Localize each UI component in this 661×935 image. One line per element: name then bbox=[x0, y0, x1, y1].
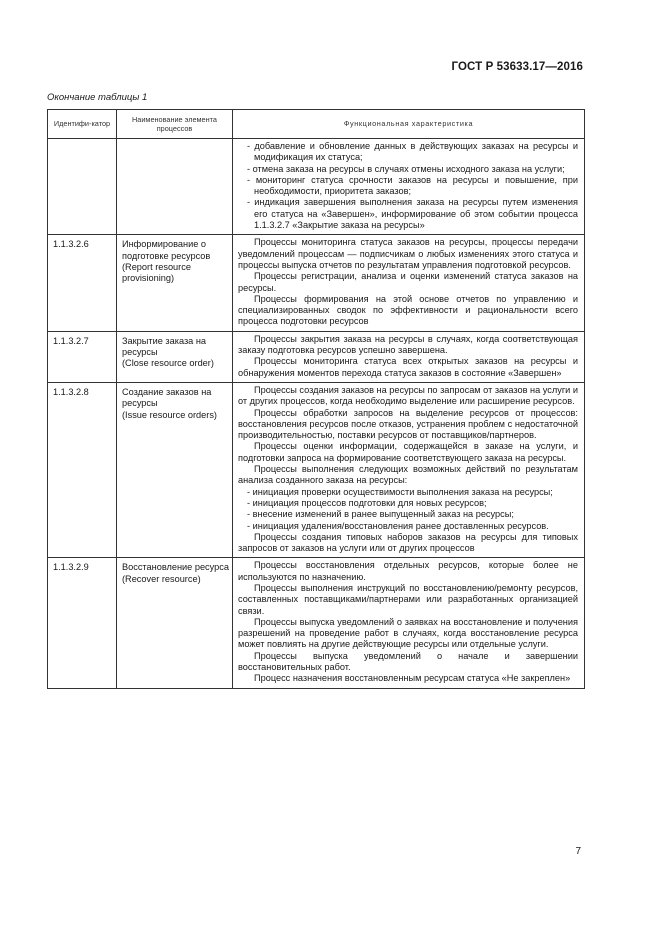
list-item: - внесение изменений в ранее выпущенный заказ на ресурсы; bbox=[238, 509, 578, 520]
row-functional-description bbox=[233, 139, 585, 235]
row-process-name bbox=[117, 331, 233, 382]
column-header-id: Идентифи-катор bbox=[48, 110, 117, 139]
row-identifier: 1.1.3.2.6 bbox=[48, 235, 117, 331]
row-identifier bbox=[48, 139, 117, 235]
row-process-name bbox=[117, 558, 233, 688]
paragraph: Процессы создания типовых наборов заказов на ресурсы для типовых запросов от заказов на услуги или от других процессов bbox=[238, 531, 578, 554]
process-name-line: (Issue resource orders) bbox=[122, 409, 217, 420]
list-item: - мониторинг статуса срочности заказов на ресурсы и повышение, при необходимости, приоритета заказов; bbox=[238, 175, 578, 198]
table-caption: Окончание таблицы 1 bbox=[47, 92, 148, 103]
paragraph: Процессы формирования на этой основе отчетов по управлению и специализированных сводок по эффективности и рациональности всего процесса подготовки ресурсов bbox=[238, 293, 578, 327]
table-row bbox=[48, 235, 585, 331]
paragraph: Процессы мониторинга статуса заказов на ресурсы, процессы передачи уведомлений процессам — подписчикам о любых изменениях этого статуса и процессы выпуска отчетов по результатам управления подготовкой ресурсов. bbox=[238, 237, 578, 270]
standard-code: ГОСТ Р 53633.17—2016 bbox=[451, 61, 583, 73]
paragraph: Процессы выполнения следующих возможных действий по результатам анализа созданного заказа на ресурсы: bbox=[238, 464, 578, 486]
list-item: - добавление и обновление данных в действующих заказах на ресурсы и модификация их статуса; bbox=[238, 141, 578, 164]
process-name-line: (Report resource provisioning) bbox=[122, 261, 191, 284]
process-name-line: Создание заказов на ресурсы bbox=[122, 386, 212, 409]
row-functional-description bbox=[233, 558, 585, 688]
process-name-line: Восстановление ресурса bbox=[122, 562, 229, 573]
page-number: 7 bbox=[575, 846, 581, 857]
list-item: - инициация процессов подготовки для новых ресурсов; bbox=[238, 498, 578, 509]
paragraph: Процессы выпуска уведомлений о заявках на восстановление и получения разрешений на проведение работ в случаях, когда восстановление ресурса может повлиять на другие действующие ресурсы или отдельные услуги. bbox=[238, 616, 578, 650]
table-row bbox=[48, 139, 585, 235]
row-process-name bbox=[117, 235, 233, 331]
paragraph: Процессы мониторинга статуса всех открытых заказов на ресурсы и обнаружения моментов перехода статуса заказов в состояние «Завершен» bbox=[238, 356, 578, 378]
paragraph: Процессы восстановления отдельных ресурсов, которые более не используются по назначению. bbox=[238, 560, 578, 582]
list-item: - инициация удаления/восстановления ранее доставленных ресурсов. bbox=[238, 521, 578, 532]
row-identifier: 1.1.3.2.8 bbox=[48, 382, 117, 557]
list-item: - отмена заказа на ресурсы в случаях отмены исходного заказа на услуги; bbox=[238, 164, 578, 175]
paragraph: Процессы закрытия заказа на ресурсы в случаях, когда соответствующая заказу подготовка ресурсов успешно завершена. bbox=[238, 333, 578, 356]
column-header-name: Наименование элемента процессов bbox=[117, 110, 233, 139]
paragraph: Процессы оценки информации, содержащейся в заказе на услуги, и подготовки запроса на формирование соответствующего заказа на ресурсы. bbox=[238, 441, 578, 463]
list-item: - инициация проверки осуществимости выполнения заказа на ресурсы; bbox=[238, 487, 578, 498]
process-name-line: Информирование о подготовке ресурсов bbox=[122, 239, 211, 261]
table-row bbox=[48, 382, 585, 557]
paragraph: Процесс назначения восстановленным ресурсам статуса «Не закреплен» bbox=[254, 673, 571, 684]
process-name-line: (Recover resource) bbox=[122, 573, 201, 584]
functions-table bbox=[47, 109, 585, 689]
process-name-line: (Close resource order) bbox=[122, 358, 214, 369]
table-row bbox=[48, 331, 585, 382]
row-functional-description bbox=[233, 382, 585, 557]
paragraph: Процессы создания заказов на ресурсы по запросам от заказов на услуги и от других процессов, когда необходимо выделение или расширение ресурсов. bbox=[238, 384, 578, 407]
row-identifier: 1.1.3.2.7 bbox=[48, 331, 117, 382]
column-header-function: Функциональная характеристика bbox=[233, 110, 585, 139]
row-functional-description bbox=[233, 331, 585, 382]
row-functional-description bbox=[233, 235, 585, 331]
row-process-name bbox=[117, 382, 233, 557]
table-row bbox=[48, 558, 585, 688]
paragraph: Процессы регистрации, анализа и оценки изменений статуса заказов на ресурсы. bbox=[238, 271, 578, 293]
paragraph: Процессы выполнения инструкций по восстановлению/ремонту ресурсов, составленных поставщиками/партнерами или разработанных организацией связи. bbox=[238, 582, 578, 616]
list-item: - индикация завершения выполнения заказа на ресурсы путем изменения его статуса на «Завершен», информирование об этом событии процесса 1.1.3.2.7 «Закрытие заказа на ресурсы» bbox=[238, 197, 578, 231]
paragraph: Процессы выпуска уведомлений о начале и завершении восстановительных работ. bbox=[238, 650, 578, 673]
process-name-line: Закрытие заказа на ресурсы bbox=[122, 335, 207, 358]
paragraph: Процессы обработки запросов на выделение ресурсов от процессов: восстановления ресурсов после отказов, устранения проблем с недостаточной производительностью, поставки ресурсов от поставщиков/партнеров. bbox=[238, 407, 578, 441]
table-header-row bbox=[48, 110, 585, 139]
row-process-name bbox=[117, 139, 233, 235]
row-identifier: 1.1.3.2.9 bbox=[48, 558, 117, 688]
table-body bbox=[48, 139, 585, 689]
